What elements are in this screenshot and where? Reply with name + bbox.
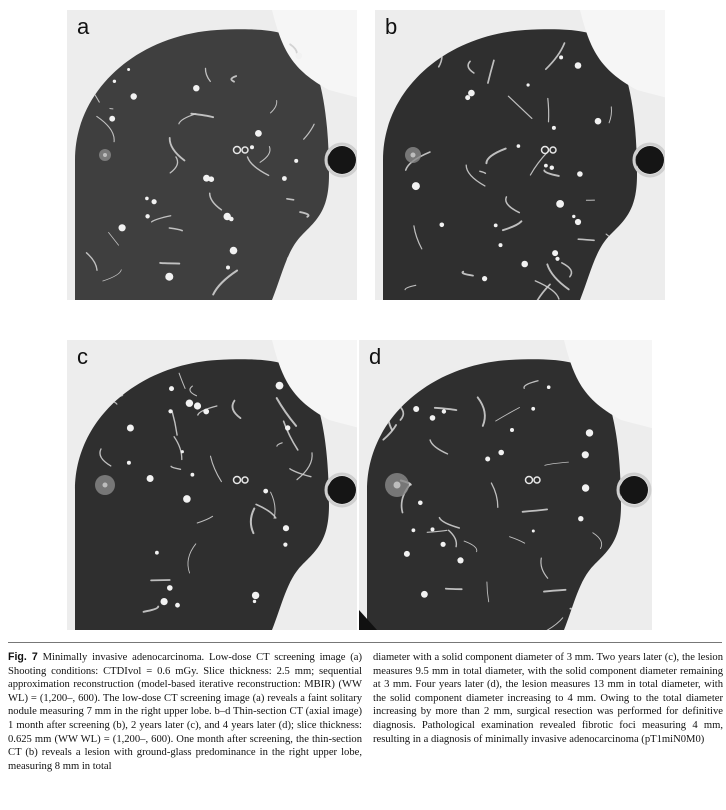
vessel-dot (224, 213, 231, 220)
vessel-dot (145, 197, 149, 201)
vessel-dot (109, 116, 115, 122)
vessel-dot (194, 402, 201, 409)
vessel-dot (127, 425, 134, 432)
vessel-dot (559, 55, 563, 59)
vessel-dot (465, 95, 470, 100)
vessel-dot (521, 261, 528, 268)
vessel-branch (578, 239, 594, 240)
vessel-dot (283, 525, 289, 531)
vessel-dot (468, 90, 475, 97)
solid-component (103, 153, 107, 157)
vessel-branch (160, 263, 179, 264)
vessel-dot (186, 400, 193, 407)
vessel-dot (494, 224, 498, 228)
vessel-dot (404, 551, 410, 557)
vessel-dot (253, 600, 256, 603)
figure-caption-left (8, 651, 362, 773)
vessel-dot (547, 385, 551, 389)
caption-text-right: diameter with a solid component diameter of 3 mm. Two years later (c), the lesion measures 9.5 mm in total diameter, with the solid component diameter remaining at 3 mm. Four years later (d), the lesion measures 13 mm in total diameter, with the solid component diameter increasing to 4 mm. Owing to the total diameter increasing by more than 2 mm, surgical resection was performed for definitive diagnosis. Pathological examination revealed fibrotic foci measuring 4 mm, resulting in a diagnosis of minimally invasive adenocarcinoma (pT1miN0M0) (373, 652, 723, 745)
vessel-dot (552, 250, 558, 256)
vessel-dot (575, 62, 582, 69)
vessel-dot (167, 585, 173, 591)
vessel-branch (446, 589, 462, 590)
vessel-dot (230, 247, 238, 255)
vessel-dot (421, 591, 428, 598)
vessel-dot (482, 276, 487, 281)
vessel-dot (119, 224, 126, 231)
vessel-dot (431, 527, 435, 531)
vessel-branch (110, 108, 113, 109)
vessel-dot (442, 409, 446, 413)
vessel-dot (131, 93, 137, 99)
vessel-dot (578, 516, 583, 521)
vessel-dot (552, 126, 556, 130)
vessel-dot (544, 164, 548, 168)
solid-component (411, 153, 416, 158)
ct-image-a (67, 10, 357, 300)
vessel-dot (485, 457, 490, 462)
vessel-dot (152, 199, 157, 204)
vessel-dot (532, 530, 535, 533)
solid-component (103, 483, 108, 488)
vessel-dot (295, 52, 302, 59)
vessel-dot (418, 501, 423, 506)
vessel-dot (550, 166, 554, 170)
vessel-dot (282, 176, 287, 181)
vessel-dot (582, 484, 589, 491)
vessel-dot (413, 406, 419, 412)
vessel-dot (226, 266, 230, 270)
trachea (328, 476, 356, 504)
vessel-dot (191, 473, 195, 477)
vessel-dot (183, 495, 191, 503)
panel-label-a: a (77, 14, 90, 39)
figure-caption-right (373, 651, 723, 746)
ct-image-c (67, 340, 357, 630)
solid-component (394, 482, 401, 489)
vessel-dot (155, 551, 159, 555)
ct-panel-a (67, 10, 357, 300)
vessel-dot (575, 219, 581, 225)
trachea (620, 476, 648, 504)
vessel-dot (193, 85, 199, 91)
figure-label: Fig. 7 (8, 651, 38, 663)
vessel-dot (147, 475, 154, 482)
trachea (636, 146, 664, 174)
vessel-dot (595, 118, 602, 125)
vessel-dot (145, 214, 149, 218)
ct-image-d (359, 340, 652, 630)
vessel-dot (430, 415, 436, 421)
vessel-dot (283, 543, 287, 547)
caption-divider (8, 642, 722, 643)
vessel-dot (577, 171, 583, 177)
vessel-dot (127, 68, 130, 71)
vessel-dot (457, 557, 463, 563)
ct-image-b (375, 10, 665, 300)
vessel-dot (168, 409, 172, 413)
vessel-dot (294, 159, 298, 163)
vessel-dot (181, 450, 184, 453)
vessel-dot (203, 409, 209, 415)
panel-label-b: b (385, 14, 398, 39)
vessel-dot (499, 243, 503, 247)
vessel-dot (412, 528, 416, 532)
vessel-dot (582, 451, 589, 458)
ct-panel-b (375, 10, 665, 300)
vessel-dot (255, 130, 262, 137)
panel-label-c: c (77, 344, 88, 369)
ct-panel-c (67, 340, 357, 630)
vessel-dot (263, 489, 268, 494)
vessel-dot (169, 386, 174, 391)
ct-panel-d (359, 340, 652, 630)
vessel-dot (113, 80, 116, 83)
vessel-dot (586, 429, 593, 436)
vessel-dot (510, 428, 514, 432)
caption-text-left: Minimally invasive adenocarcinoma. Low-dose CT screening image (a) Shooting conditions: CTDIvol = 0.6 mGy. Slice thickness: 2.5 mm; sequential approximation reconstruction (model-based iterative reconstruction: MBIR) (WW WL) = (1,200–, 600). The low-dose CT screening image (a) reveals a faint solitary nodule measuring 7 mm in the right upper lobe. b–d Thin-section CT (axial image) 1 month after screening (b), 2 years later (c), and 4 years later (d); slice thickness: 0.625 mm (WW WL) = (1,200–, 600). One month after screening, the thin-section CT (b) reveals a lesion with ground-glass predominance in the right upper lobe, measuring 8 mm in total (8, 652, 362, 772)
vessel-dot (209, 176, 215, 182)
vessel-dot (440, 223, 445, 228)
vessel-dot (161, 598, 168, 605)
vessel-dot (572, 215, 575, 218)
vessel-dot (498, 450, 504, 456)
vessel-dot (531, 407, 535, 411)
vessel-dot (127, 461, 131, 465)
vessel-dot (441, 542, 446, 547)
vessel-dot (527, 83, 530, 86)
vessel-dot (276, 382, 284, 390)
panel-label-d: d (369, 344, 382, 369)
vessel-branch (287, 199, 294, 200)
vessel-dot (412, 182, 420, 190)
vessel-dot (250, 145, 254, 149)
vessel-dot (556, 200, 564, 208)
vessel-dot (517, 144, 521, 148)
vessel-dot (252, 592, 259, 599)
vessel-dot (285, 425, 290, 430)
vessel-dot (175, 603, 180, 608)
trachea (328, 146, 356, 174)
vessel-dot (165, 273, 173, 281)
vessel-dot (555, 257, 559, 261)
